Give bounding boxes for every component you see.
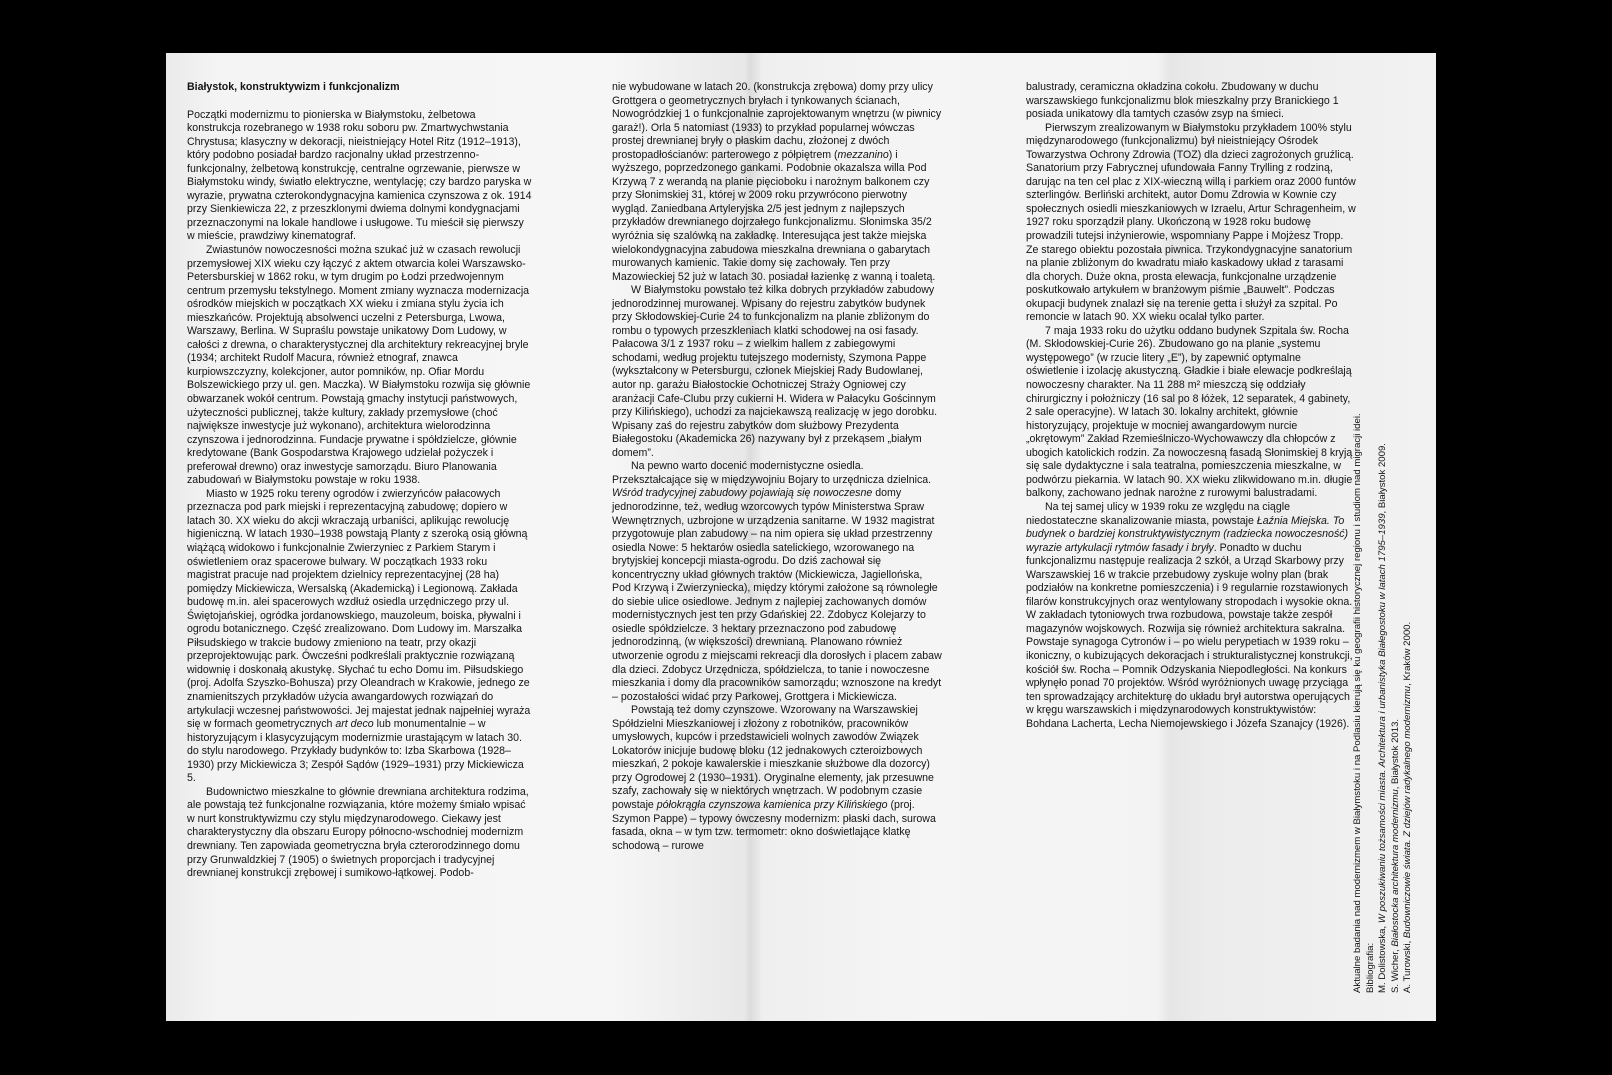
- text-column-1: [187, 81, 532, 881]
- book-title: W poszukiwaniu tożsamości miasta. Architektura i urbanistyka Białegostoku w latach 1795–1939: [1377, 513, 1389, 924]
- text-column-3: [1026, 81, 1356, 731]
- bibliography-entry: [1377, 93, 1390, 993]
- author: A. Turowski,: [1402, 940, 1414, 993]
- sidenote-line: Aktualne badania nad modernizmem w Białymstoku i na Podlasiu kierują się ku geografii historycznej regionu i studiom nad migracji idei.: [1352, 413, 1363, 993]
- italic-text: Łaźnia Miejska. To budynek o bardziej konstruktywistycznym (radziecka nowoczesność) wyrazie artykulacji rytmów fasady i bryły: [1026, 514, 1349, 554]
- section-heading: Białystok, konstruktywizm i funkcjonalizm: [187, 81, 400, 93]
- text-run: lub monumentalnie – w historyzującym i klasycyzującym modernizmie urastającym w latach 30. do stylu narodowego. Przykłady budynków to: Izba Skarbowa (1928–1930) przy Mickiewicza 3; Zespół Sądów (1929–1931) przy Mickiewicza 5.: [187, 718, 524, 785]
- paragraph: [612, 81, 943, 284]
- italic-text: mezzanino: [837, 148, 889, 161]
- paragraph: Początki modernizmu to pionierska w Białymstoku, żelbetowa konstrukcja rozebranego w 1938 roku soboru pw. Zmartwychwstania Chrystusa; klasyczny w dekoracji, nieistniejący Hotel Ritz (1912–1913), który podobno posiadał bardzo racjonalny układ przestrzenno-funkcjonalny, żelbetową konstrukcję, centralne ogrzewanie, pierwsze w Białymstoku windy, światło elektryczne, wentylację; czy bardzo paryska w wyrazie, prywatna czterokondygnacyjna kamienica czynszowa z ok. 1914 przy Sienkiewicza 22, z przeszklonymi dwiema dolnymi kondygnacjami przeznaczonymi na lokale handlowe i usługowe. Tu mieścił się pierwszy w mieście, prawdziwy kinematograf.: [187, 108, 532, 243]
- paragraph: [612, 460, 943, 704]
- paragraph: W Białymstoku powstało też kilka dobrych przykładów zabudowy jednorodzinnej murowanej. Wpisany do rejestru zabytków budynek przy Skłodowskiej-Curie 24 to funkcjonalizm na planie zbliżonym do rombu o typowych przeszkleniach klatki schodowej na osi fasady. Pałacowa 3/1 z 1937 roku – z wielkim hallem z zabiegowymi schodami, według projektu tutejszego modernisty, Szymona Pappe (wykształcony w Petersburgu, członek Miejskiej Rady Budowlanej, autor np. garażu Białostockie Ochotniczej Straży Ogniowej czy aranżacji Cafe-Clubu przy cukierni H. Widera w Pałacyku Gościnnym przy Kilińskiego), uchodzi za najciekawszą realizację w jego dorobku. Wpisany zaś do rejestru zabytków dom służbowy Prezydenta Białegostoku (Akademicka 26) nazywany był z przekąsem „białym domem”.: [612, 284, 938, 459]
- book-spread: [166, 53, 1436, 1021]
- text-run: Powstają też domy czynszowe. Wzorowany na Warszawskiej Spółdzielni Mieszkaniowej i złożony z robotników, pracowników umysłowych, kupców i przedstawicieli wolnych zawodów Związek Lokatorów inicjuje budowę bloku (12 jednakowych czteroizbowych mieszkań, 2 pokoje kawalerskie i mieszkanie służbowe dla dozorcy) przy Ogrodowej 2 (1930–1931). Oryginalne elementy, jak przesuwne szafy, zachowały się w niektórych wnętrzach. W podobnym czasie powstaje: [612, 704, 934, 811]
- paragraph: 7 maja 1933 roku do użytku oddano budynek Szpitala św. Rocha (M. Skłodowskiej-Curie 26). Zbudowano go na planie „systemu występowego” (w rzucie litery „E”), by zapewnić optymalne oświetlenie i izolację akustyczną. Gładkie i białe elewacje podkreślają nowoczesny charakter. Na 11 288 m² mieszczą się oddziały chirurgiczny i położniczy (16 sal po 8 łóżek, 12 separatek, 4 gabinety, 2 sale operacyjne). W latach 30. lokalny architekt, głównie historyzujący, projektuje w mocniej awangardowym nurcie „okrętowym” Zakład Rzemieślniczo-Wychowawczy dla chłopców z ubogich katolickich rodzin. Za nowoczesną fasadą Słonimskiej 8 kryją się sale dydaktyczne i sala teatralna, pomieszczenia mieszkalne, w podwórzu piekarnia. W latach 90. XX wieku zlikwidowano m.in. długie balkony, zachowano jednak narożne z rurowymi balustradami.: [1026, 324, 1353, 500]
- text-run: domy jednorodzinne, też, według wzorcowych typów Ministerstwa Spraw Wewnętrznych, uzbrojone w urządzenia sanitarne. W 1932 magistrat przygotowuje plan zabudowy – na nim opiera się układ przestrzenny osiedla Nowe: 5 hektarów osiedla satelickiego, wzorowanego na brytyjskiej koncepcji miasta-ogrodu. Do dziś zachował się koncentryczny układ głównych traktów (Mickiewicza, Jagiellońska, Pod Krzywą i Zwierzyniecka), między którymi założone są równoległe do siebie ulice osiedlowe. Jednym z najlepiej zachowanych domów modernistycznych jest ten przy Gdańskiej 22. Zdobycz Kolejarzy to osiedle spółdzielcze. 3 hektary przeznaczono pod zabudowę jednorodzinną, (w większości) drewnianą. Planowano również utworzenie ogrodu z miejscami rekreacji dla dorosłych i placem zabaw dla dzieci. Zdobycz Urzędnicza, spółdzielcza, to tanie i nowoczesne mieszkania i domy dla pracowników samorządu; wznoszone na kredyt – pozostałości widać przy Parkowej, Grottgera i Mickiewicza.: [612, 487, 942, 703]
- bibliography-label: Bibliografia:: [1364, 942, 1376, 993]
- bibliography-entry: [1390, 93, 1403, 993]
- text-run: . Ponadto w duchu funkcjonalizmu następuje realizacja 2 szkół, a Urząd Skarbowy przy Warszawskiej 16 w trakcie przebudowy zyskuje wolny plan (brak podziałów na konkretne pomieszczenia) i 9 regularnie rozstawionych filarów konstrukcyjnych oraz wentylowany stropodach i wysokie okna. W zakładach tytoniowych trwa rozbudowa, powstaje także zespół magazynów wojskowych. Rozwija się również architektura sakralna. Powstaje synagoga Cytronów i – po wielu perypetiach w 1939 roku – ikoniczny, o kubizujących dekoracjach i strukturalistycznej konstrukcji, kościół św. Rocha – Pomnik Odzyskania Niepodległości. Na konkurs wpłynęło ponad 70 projektów. Wśród wyróżnionych uwagę przyciąga ten sprowadzający architekturę do układu brył autorstwa operujących w kręgu warszawskich i międzynarodowych konstruktywistów: Bohdana Lacherta, Lecha Niemojewskiego i Józefa Szanajcy (1926).: [1026, 541, 1353, 730]
- author: M. Dolistowska,: [1377, 925, 1389, 993]
- paragraph: Pierwszym zrealizowanym w Białymstoku przykładem 100% stylu międzynarodowego (funkcjonalizmu) był nieistniejący Ośrodek Towarzystwa Ochrony Zdrowia (TOZ) dla dzieci zagrożonych gruźlicą. Sanatorium przy Fabrycznej ufundowała Fanny Trylling z rodziną, darując na ten cel plac z XIX-wieczną willą i parkiem oraz 2000 funtów szterlingów. Berliński architekt, autor Domu Zdrowia w Kownie czy społecznych osiedli mieszkaniowych w Izraelu, Artur Schragenheim, w 1927 roku sporządził plany. Ukończoną w 1928 roku budowę prowadzili tutejsi inżynierowie, wspomniany Pappe i Mojżesz Tropp. Ze starego obiektu pozostała piwnica. Trzykondygnacyjne sanatorium na planie zbliżonym do kwadratu miało kaskadowy układ z tarasami dla chorych. Duże okna, prosta elewacja, funkcjonalne urządzenie poskutkowało artykułem w branżowym piśmie „Bauwelt”. Podczas okupacji budynek znalazł się na terenie getta i służył za szpital. Po remoncie w latach 90. XX wieku ocalał tylko parter.: [1026, 121, 1356, 324]
- book-title: Budowniczowie świata. Z dziejów radykalnego modernizmu: [1402, 685, 1414, 939]
- text-run: nie wybudowane w latach 20. (konstrukcja zrębowa) domy przy ulicy Grottgera o geometrycznych bryłach i tynkowanych ścianach, Nowogródzkiej 1 o funkcjonalnie zaprojektowanym wnętrzu (w piwnicy garaż!). Orla 5 natomiast (1933) to przykład popularnej wówczas prostej drewnianej bryły o płaskim dachu, złożonej z dwóch prostopadłościanów: parterowego z półpiętrem (: [612, 81, 942, 161]
- sidenote-bibliography: [1352, 93, 1415, 993]
- italic-text: Wśród tradycyjnej zabudowy pojawiają się nowoczesne: [612, 487, 873, 500]
- paragraph: Budownictwo mieszkalne to głównie drewniana architektura rodzima, ale powstają też funkcjonalne rozwiązania, które możemy śmiało wpisać w nurt konstruktywizmu czy stylu międzynarodowego. Ciekawy jest charakterystyczny dla obszaru Europy północno-wschodniej modernizm drewniany. Ten zapowiada geometryczna bryła czterorodzinnego domu przy Grunwaldzkiej 7 (1905) o świetnych proporcjach i tradycyjnej drewnianej konstrukcji zrębowej i sumikowo-łątkowej. Podob-: [187, 785, 529, 880]
- paragraph: Zwiastunów nowoczesności można szukać już w czasach rewolucji przemysłowej XIX wieku czy łączyć z aktem otwarcia kolei Warszawsko-Petersburskiej w 1862 roku, w tym drugim po Łodzi przedwojennym centrum przemysłu tekstylnego. Moment zmiany wyznacza modernizacja ośrodków miejskich w początkach XX wieku i zmiana stylu życia ich mieszkańców. Projektują absolwenci uczelni z Petersburga, Lwowa, Warszawy, Berlina. W Supraślu powstaje unikatowy Dom Ludowy, w całości z drewna, o charakterystycznej dla architektury rekreacyjnej bryle (1934; architekt Rudolf Macura, również etnograf, znawca kurpiowszczyzny, kolekcjoner, autor pomników, np. Ofiar Mordu Bolszewickiego przy ul. gen. Maczka). W Białymstoku rozwija się głównie obwarzanek wokół centrum. Powstają gmachy instytucji państwowych, użyteczności publicznej, także kultury, zakłady przemysłowe (choć największe inwestycje już wykonano), architektura wielorodzinna czynszowa i jednorodzinna. Fundacje prywatne i spółdzielcze, głównie kredytowane (Bank Gospodarstwa Krajowego udzielał pożyczek i preferował drewno) oraz inwestycje samorządu. Biuro Planowania zabudowań w Białymstoku powstaje w roku 1938.: [187, 243, 531, 487]
- book-title: Białostocka architektura modernizmu: [1389, 789, 1401, 947]
- paragraph: [612, 704, 943, 853]
- bibliography-entry: [1402, 93, 1415, 993]
- paragraph: [1026, 501, 1356, 731]
- text-run: Na pewno warto docenić modernistyczne osiedla. Przekształcające się w międzywojniu Bojary to urzędnicza dzielnica.: [612, 460, 932, 486]
- italic-text: art deco: [335, 718, 374, 731]
- publication-info: , Białystok 2013.: [1389, 718, 1401, 790]
- author: S. Wicher,: [1389, 949, 1401, 993]
- italic-text: półokrągła czynszowa kamienica przy Kilińskiego: [656, 798, 888, 811]
- text-column-2: [612, 81, 943, 853]
- text-run: Miasto w 1925 roku tereny ogrodów i zwierzyńców pałacowych przeznacza pod park miejski i reprezentacyjną zabudowę; dopiero w latach 30. XX wieku do akcji wkraczają urbaniści, aplikując rewolucję higieniczną. W latach 1930–1938 powstają Planty z szeroką osią główną wiążącą widokowo i funkcjonalnie Zwierzyniec z Parkiem Starym i oświetleniem oraz spacerowe bulwary. W początkach 1933 roku magistrat pracuje nad projektem dzielnicy reprezentacyjnej (28 ha) pomiędzy Mickiewicza, Wersalską (Akademicką) i Legionową. Zakłada budowę m.in. alei spacerowych wzdłuż osiedla urzędniczego przy ul. Świętojańskiej, ogródka jordanowskiego, mauzoleum, boiska, pływalni i ogrodu botanicznego. Część zrealizowano. Dom Ludowy im. Marszałka Piłsudskiego w trakcie budowy zmieniono na teatr, przy okazji przeprojektowując park. Ówcześni podkreślali praktycznie rozwiązaną widownię i doskonałą akustykę. Słychać tu echo Domu im. Piłsudskiego (proj. Adolfa Szyszko-Bohusza) przy Oleandrach w Krakowie, jednego ze znamienitszych przykładów użycia awangardowych rozwiązań do artykulacji wczesnej państwowości. Jej majestat jednak najpełniej wyraża się w formach geometrycznych: [187, 487, 531, 731]
- text-run: (proj. Szymon Pappe) – typowy ówczesny modernizm: płaski dach, surowa fasada, okna – w tym tzw. termometr: okno doświetlające klatkę schodową – rurowe: [612, 798, 936, 852]
- paragraph: balustrady, ceramiczna okładzina cokołu. Zbudowany w duchu warszawskiego funkcjonalizmu blok mieszkalny przy Branickiego 1 posiada unikatowy dla tamtych czasów zsyp na śmieci.: [1026, 81, 1339, 121]
- paragraph: [187, 488, 532, 786]
- text-run: Na tej samej ulicy w 1939 roku ze względu na ciągle niedostateczne skanalizowanie miasta, powstaje: [1026, 500, 1290, 527]
- publication-info: , Białystok 2009.: [1377, 443, 1389, 514]
- publication-info: , Kraków 2000.: [1402, 621, 1414, 686]
- text-run: ) i wyższego, poprzedzonego gankami. Podobnie okazalsza willa Pod Krzywą 7 z werandą na planie pięcioboku i narożnym balkonem czy przy Słonimskiej 31, której w 2009 roku przywrócono pierwotny wygląd. Zaniedbana Artyleryjska 2/5 jest jednym z najlepszych przykładów drewnianego dojrzałego funkcjonalizmu. Słonimska 35/2 wyróżnia się szalówką na zakładkę. Interesująca jest także miejska wielokondygnacyjna zabudowa mieszkalna drewniana o gabarytach murowanych kamienic. Takie domy się zachowały. Ten przy Mazowieckiej 52 już w latach 30. posiadał łazienkę z wanną i toaletą.: [612, 148, 936, 283]
